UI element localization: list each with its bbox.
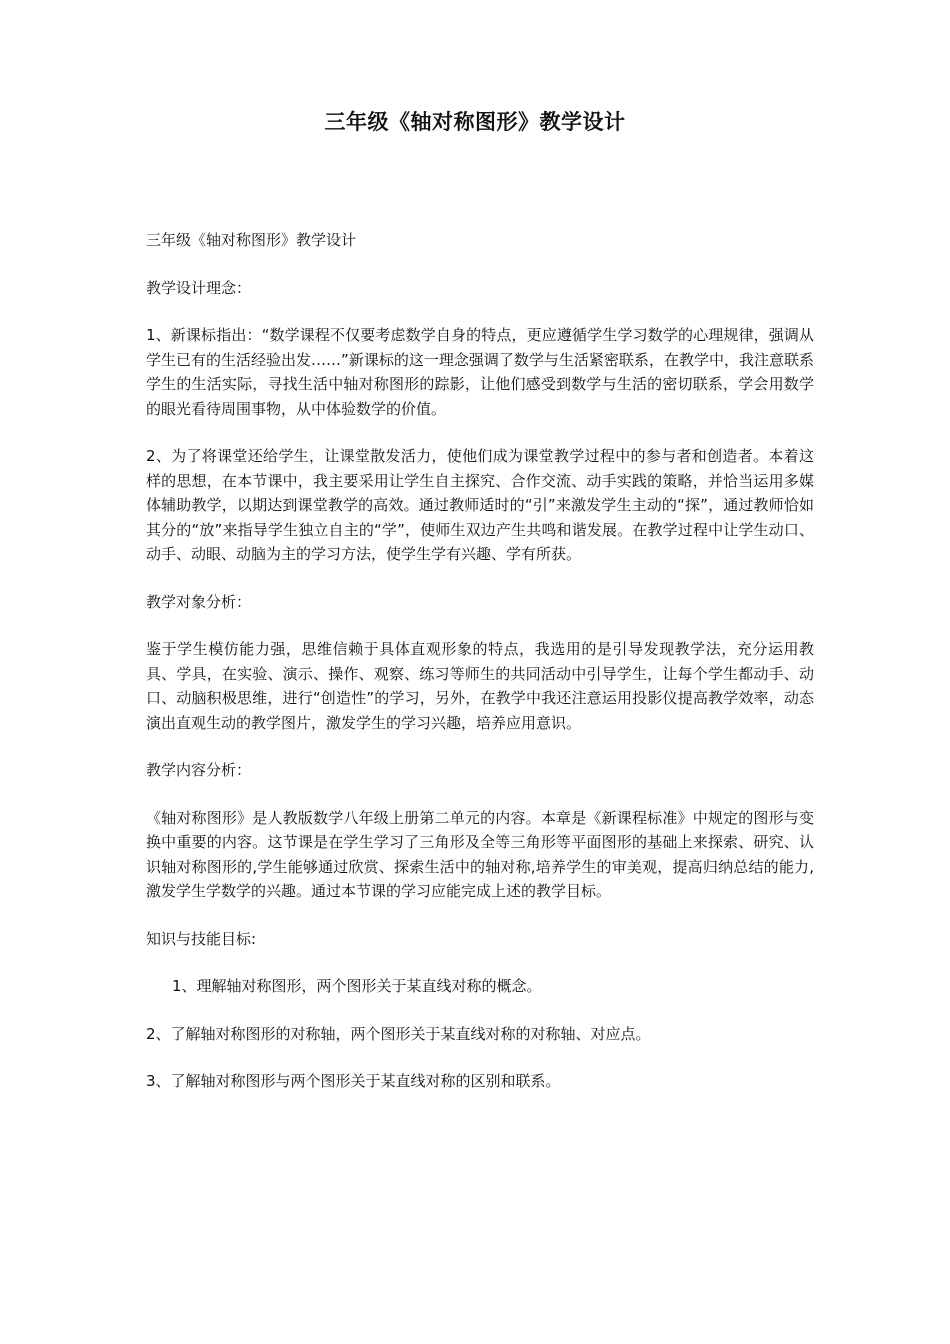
section-heading-student-analysis: 教学对象分析： (146, 592, 252, 611)
section-heading-knowledge-goals: 知识与技能目标: (146, 929, 257, 948)
subtitle-paragraph: 三年级《轴对称图形》教学设计 (146, 231, 357, 249)
knowledge-goal-3: 3、了解轴对称图形与两个图形关于某直线对称的区别和联系。 (146, 1072, 561, 1090)
knowledge-goal-2: 2、了解轴对称图形的对称轴，两个图形关于某直线对称的对称轴、对应点。 (146, 1024, 651, 1043)
document-body (146, 228, 814, 1117)
section-heading-design-concept: 教学设计理念： (146, 278, 252, 297)
student-analysis-paragraph: 鉴于学生模仿能力强，思维信赖于具体直观形象的特点，我选用的是引导发现教学法，充分运用教具、学具，在实验、演示、操作、观察、练习等师生的共同活动中引导学生，让每个学生都动手、动口、动脑积极思维，进行“创造性”的学习，另外，在教学中我还注意运用投影仪提高教学效率，动态演出直观生动的教学图片，激发学生的学习兴趣，培养应用意识。 (146, 640, 814, 732)
knowledge-goal-1: 1、理解轴对称图形，两个图形关于某直线对称的概念。 (172, 977, 542, 995)
section-heading-content-analysis: 教学内容分析： (146, 761, 252, 779)
content-analysis-paragraph: 《轴对称图形》是人教版数学八年级上册第二单元的内容。本章是《新课程标准》中规定的图形与变换中重要的内容。这节课是在学生学习了三角形及全等三角形等平面图形的基础上来探索、研究、认识轴对称图形的,学生能够通过欣赏、探索生活中的轴对称,培养学生的审美观，提高归纳总结的能力,激发学生学数学的兴趣。通过本节课的学习应能完成上述的教学目标。 (146, 808, 814, 900)
document-title: 三年级《轴对称图形》教学设计 (324, 110, 626, 134)
concept-paragraph-2: 2、为了将课堂还给学生，让课堂散发活力，使他们成为课堂教学过程中的参与者和创造者。本着这样的思想，在本节课中，我主要采用让学生自主探究、合作交流、动手实践的策略，并恰当运用多媒体辅助教学，以期达到课堂教学的高效。通过教师适时的“引”来激发学生主动的“探”，通过教师恰如其分的“放”来指导学生独立自主的“学”，使师生双边产生共鸣和谐发展。在教学过程中让学生动口、动手、动眼、动脑为主的学习方法，使学生学有兴趣、学有所获。 (146, 447, 814, 563)
concept-paragraph-1: 1、新课标指出：“数学课程不仅要考虑数学自身的特点，更应遵循学生学习数学的心理规律，强调从学生已有的生活经验出发……”新课标的这一理念强调了数学与生活紧密联系，在教学中，我注意联系学生的生活实际，寻找生活中轴对称图形的踪影，让他们感受到数学与生活的密切联系，学会用数学的眼光看待周围事物，从中体验数学的价值。 (146, 326, 814, 418)
